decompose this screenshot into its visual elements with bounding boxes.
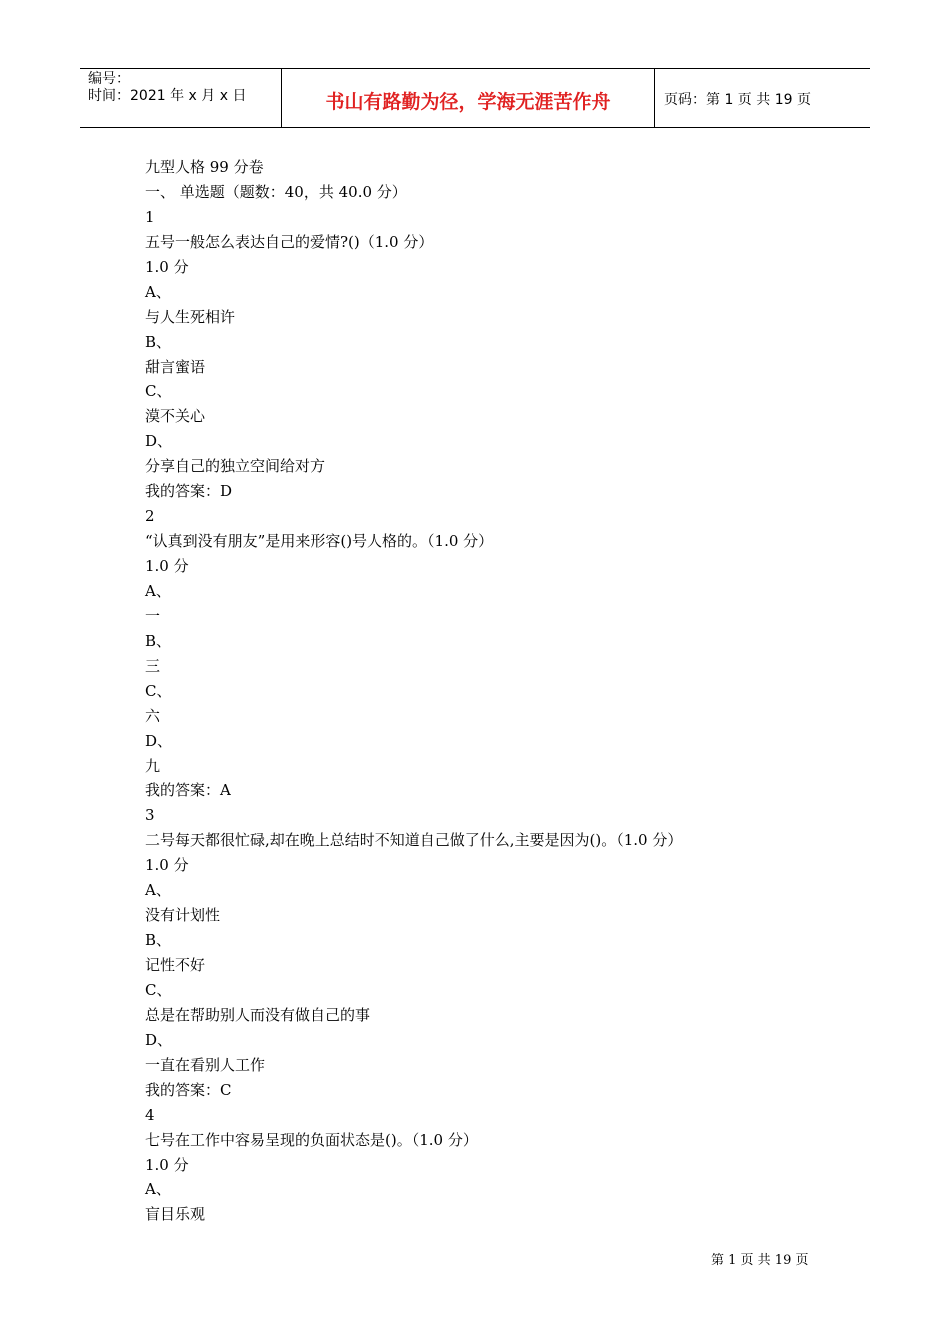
option-text: 与人生死相许 — [145, 307, 236, 326]
option-label: B、 — [145, 931, 172, 950]
question-text: 五号一般怎么表达自己的爱情?()（1.0 分） — [145, 232, 434, 251]
option-label: B、 — [145, 631, 172, 650]
question-1 — [145, 205, 845, 504]
option-text: 甜言蜜语 — [145, 357, 206, 376]
header-motto: 书山有路勤为径，学海无涯苦作舟 — [281, 69, 655, 127]
option-text: 六 — [145, 706, 161, 725]
option-label: C、 — [145, 980, 172, 999]
page-footer: 第 1 页 共 19 页 — [711, 1253, 809, 1268]
page-header — [80, 68, 870, 128]
document-title: 九型人格 99 分卷 — [145, 158, 264, 176]
header-page-label: 页码：第 1 页 共 19 页 — [664, 92, 811, 108]
question-number: 2 — [145, 507, 155, 526]
question-score: 1.0 分 — [145, 1155, 189, 1174]
option-text: 三 — [145, 656, 161, 675]
option-label: A、 — [145, 581, 171, 600]
option-label: A、 — [145, 881, 171, 900]
question-2 — [145, 504, 845, 803]
option-text: 盲目乐观 — [145, 1205, 206, 1224]
question-score: 1.0 分 — [145, 257, 189, 276]
question-number: 4 — [145, 1105, 155, 1124]
option-label: C、 — [145, 382, 172, 401]
question-text: 七号在工作中容易呈现的负面状态是()。（1.0 分） — [145, 1130, 478, 1149]
question-4 — [145, 1103, 845, 1228]
option-label: B、 — [145, 332, 172, 351]
option-label: A、 — [145, 282, 171, 301]
header-meta — [80, 69, 281, 127]
question-score: 1.0 分 — [145, 557, 189, 575]
option-label: D、 — [145, 1030, 173, 1049]
document-body — [145, 155, 845, 1227]
my-answer: 我的答案：D — [145, 482, 233, 501]
option-text: 没有计划性 — [145, 906, 221, 925]
option-text: 一 — [145, 606, 161, 625]
option-label: D、 — [145, 731, 173, 750]
option-text: 漠不关心 — [145, 407, 206, 426]
my-answer: 我的答案：C — [145, 1080, 232, 1099]
option-text: 一直在看别人工作 — [145, 1055, 266, 1074]
question-number: 3 — [145, 806, 155, 825]
question-number: 1 — [145, 207, 155, 226]
option-text: 分享自己的独立空间给对方 — [145, 457, 326, 476]
my-answer: 我的答案：A — [145, 781, 231, 800]
question-3 — [145, 803, 845, 1102]
option-label: D、 — [145, 432, 173, 451]
option-label: C、 — [145, 681, 172, 700]
question-score: 1.0 分 — [145, 856, 189, 875]
option-text: 总是在帮助别人而没有做自己的事 — [145, 1005, 371, 1024]
number-label: 编号： — [88, 71, 130, 87]
option-text: 记性不好 — [145, 956, 206, 974]
option-text: 九 — [145, 756, 161, 775]
time-label: 时间：2021 年 x 月 x 日 — [88, 88, 247, 104]
section-heading: 一、 单选题（题数：40，共 40.0 分） — [145, 182, 407, 201]
option-label: A、 — [145, 1180, 171, 1199]
question-text: “认真到没有朋友”是用来形容()号人格的。（1.0 分） — [145, 532, 494, 551]
question-text: 二号每天都很忙碌,却在晚上总结时不知道自己做了什么,主要是因为()。（1.0 分） — [145, 831, 683, 850]
